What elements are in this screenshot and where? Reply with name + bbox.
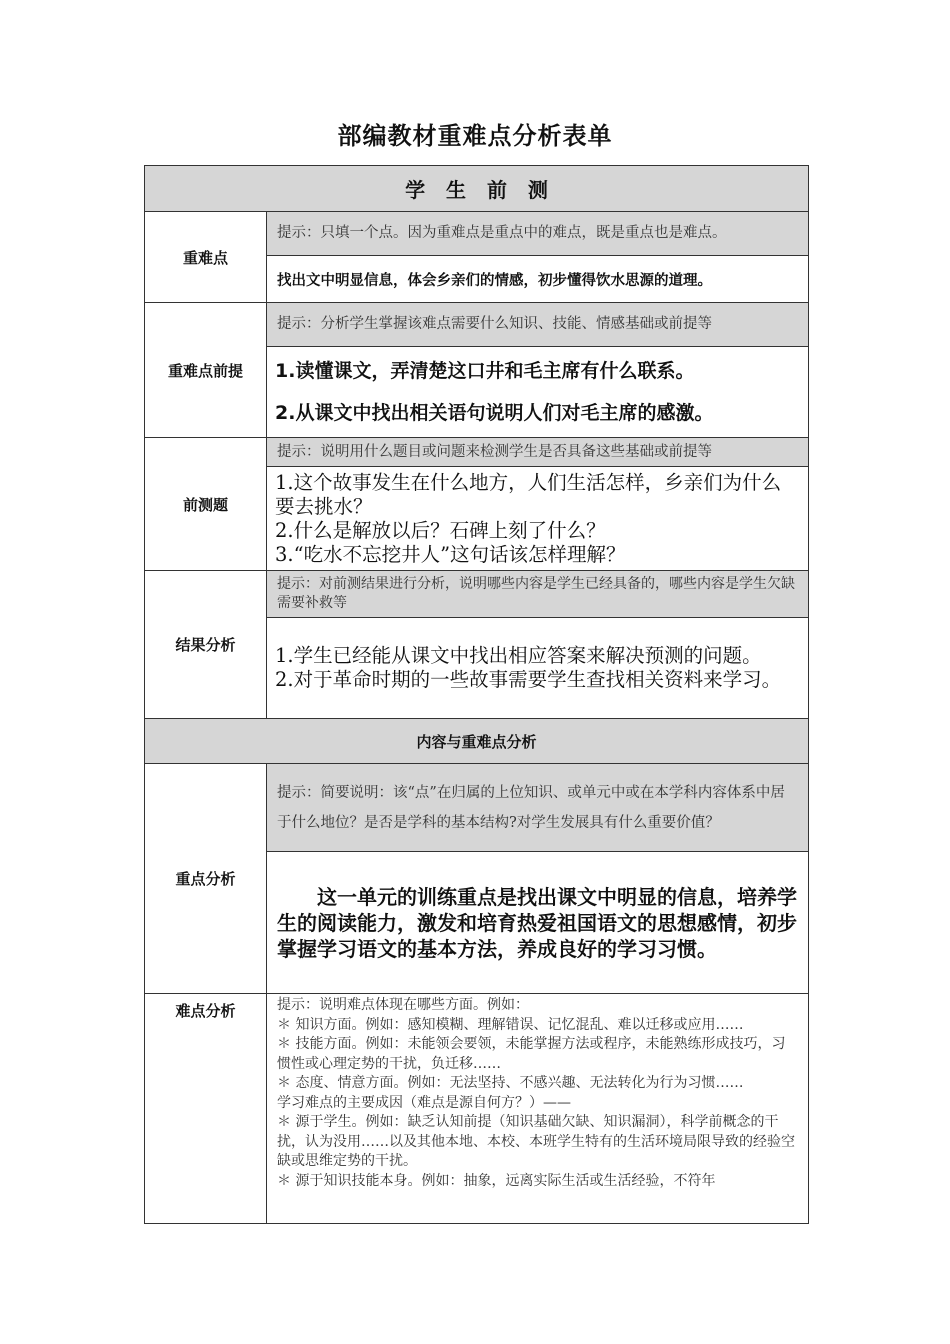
difficulty-line: ＊ 态度、情意方面。例如：无法坚持、不感兴趣、无法转化为行为习惯…… (277, 1075, 744, 1091)
hint-prerequisite: 提示：分析学生掌握该难点需要什么知识、技能、情感基础或前提等 (267, 303, 809, 347)
difficulty-line: ＊ 源于知识技能本身。例如：抽象，远离实际生活或生活经验，不符年 (277, 1172, 716, 1189)
pretest-item: 1.这个故事发生在什么地方，人们生活怎样，乡亲们为什么要去挑水？ (275, 470, 782, 518)
result-item: 1.学生已经能从课文中找出相应答案来解决预测的问题。 (275, 644, 762, 667)
page-title: 部编教材重难点分析表单 (337, 122, 613, 150)
difficulty-line: 学习难点的主要成因（难点是源自何方？）—— (277, 1094, 571, 1111)
result-content (267, 618, 809, 719)
difficulty-line: ＊ 技能方面。例如：未能领会要领，未能掌握方法或程序，未能熟练形成技巧，习惯性或心理定势的干扰，负迁移…… (277, 1036, 786, 1072)
prerequisite-item: 1.读懂课文，弄清楚这口井和毛主席有什么联系。 (275, 360, 695, 382)
prerequisite-content (267, 347, 809, 438)
row-label-difficulty: 难点分析 (145, 994, 267, 1224)
difficulty-line: 提示：说明难点体现在哪些方面。例如： (277, 997, 529, 1013)
row-label-pretest: 前测题 (145, 438, 267, 571)
section-header-pretest: 学 生 前 测 (145, 166, 809, 212)
row-label-key-point: 重难点 (145, 212, 267, 303)
result-item: 2.对于革命时期的一些故事需要学生查找相关资料来学习。 (275, 668, 782, 691)
hint-pretest: 提示：说明用什么题目或问题来检测学生是否具备这些基础或前提等 (267, 438, 809, 467)
prerequisite-item: 2.从课文中找出相关语句说明人们对毛主席的感激。 (275, 402, 714, 424)
analysis-form-table (144, 165, 809, 1224)
row-label-result: 结果分析 (145, 571, 267, 719)
section-header-content-analysis: 内容与重难点分析 (145, 719, 809, 764)
row-label-focus: 重点分析 (145, 764, 267, 994)
difficulty-line: ＊ 源于学生。例如：缺乏认知前提（知识基础欠缺、知识漏洞），科学前概念的干扰，认为没用……以及其他本地、本校、本班学生特有的生活环境局限导致的经验空缺或思维定势的干扰。 (277, 1114, 795, 1169)
difficulty-content (267, 994, 809, 1224)
key-point-content: 找出文中明显信息，体会乡亲们的情感，初步懂得饮水思源的道理。 (267, 256, 809, 303)
hint-result: 提示：对前测结果进行分析，说明哪些内容是学生已经具备的，哪些内容是学生欠缺需要补救等 (267, 571, 809, 618)
difficulty-line: ＊ 知识方面。例如：感知模糊、理解错误、记忆混乱、难以迁移或应用…… (277, 1016, 744, 1033)
focus-content: 这一单元的训练重点是找出课文中明显的信息，培养学生的阅读能力，激发和培育热爱祖国语文的思想感情，初步掌握学习语文的基本方法，养成良好的学习习惯。 (267, 852, 809, 994)
pretest-content (267, 467, 809, 571)
hint-focus: 提示：简要说明：该“点”在归属的上位知识、或单元中或在本学科内容体系中居于什么地位？是否是学科的基本结构?对学生发展具有什么重要价值？ (267, 764, 809, 852)
pretest-item: 2.什么是解放以后？石碑上刻了什么？ (275, 518, 606, 542)
row-label-prerequisite: 重难点前提 (145, 303, 267, 438)
pretest-item: 3.“吃水不忘挖井人”这句话该怎样理解？ (275, 542, 626, 566)
hint-key-point: 提示：只填一个点。因为重难点是重点中的难点，既是重点也是难点。 (267, 212, 809, 256)
